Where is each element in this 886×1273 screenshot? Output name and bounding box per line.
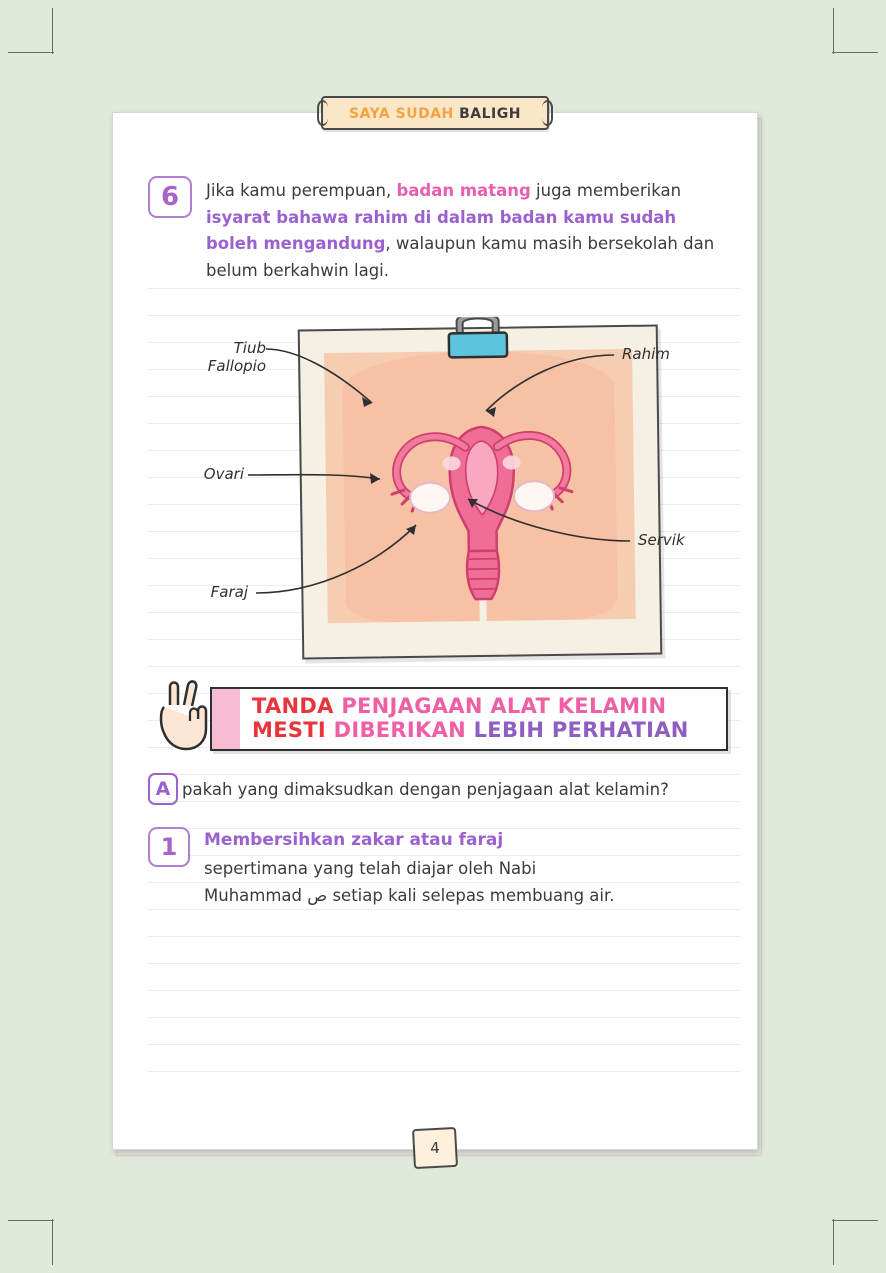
label-tiub: Tiub [233,338,266,357]
answer-line2: Muhammad ص setiap kali selepas membuang air. [204,886,615,906]
label-rahim [622,345,670,363]
label-ovari [148,465,244,483]
binder-clip-icon [441,316,516,365]
label-servik [638,531,685,549]
header-title-part2: BALIGH [459,106,521,122]
banner-box [210,687,728,751]
crop-mark-top-left-h [8,52,54,53]
item6-text-1: Jika kamu perempuan, [206,181,397,200]
answer-title: Membersihkan zakar atau faraj [204,829,504,850]
banner-line2-part3: LEBIH PERHATIAN [473,717,689,742]
crop-mark-bottom-right-h [832,1220,878,1221]
peace-hand-icon [154,671,216,755]
label-tiub-fallopio [148,339,266,375]
question-text: pakah yang dimaksudkan dengan penjagaan alat kelamin? [182,779,669,799]
answer-item-1 [148,825,732,910]
photo-image [324,349,636,623]
answer-text [204,825,615,910]
label-rahim-text: Rahim [622,344,670,363]
item6-highlight-2: isyarat bahawa rahim di dalam badan kamu sudah boleh mengandung [206,207,677,254]
banner-line1-part2: PENJAGAAN ALAT KELAMIN [341,694,667,719]
crop-mark-bottom-right [833,1219,834,1265]
item-6-text [206,174,732,285]
question-block [148,773,732,805]
item6-highlight-1: badan matang [396,181,531,200]
page-number-badge [412,1127,458,1169]
page-number: 4 [429,1138,441,1158]
label-ovari-text: Ovari [203,464,244,483]
crop-mark-top-right [833,8,834,54]
uterus-illustration [324,353,636,623]
question-badge: A [148,773,178,805]
item6-text-3: , walaupun kamu masih bersekolah dan belum berkahwin lagi. [206,234,715,281]
label-servik-text: Servik [638,530,685,549]
section-banner [148,681,732,757]
crop-mark-top-right-h [832,52,878,53]
banner-color-swatch [212,689,240,749]
anatomy-diagram [148,303,732,671]
banner-line1-part1: TANDA [252,694,342,719]
label-faraj [148,583,248,601]
item6-text-2: juga memberikan [530,181,682,200]
crop-mark-top-left [52,8,53,54]
banner-line2-part2: DIBERIKAN [333,717,474,742]
label-fallopio: Fallopio [207,356,266,375]
answer-line1: sepertimana yang telah diajar oleh Nabi [204,859,537,879]
photo-card [298,324,663,659]
label-faraj-text: Faraj [210,582,248,601]
answer-number-badge: 1 [148,827,190,867]
item-number-badge: 6 [148,176,192,218]
page-header-tab [321,96,549,130]
crop-mark-bottom-left-h [8,1220,54,1221]
crop-mark-bottom-left [52,1219,53,1265]
list-item-6 [148,174,732,285]
banner-text [240,695,689,742]
book-page [112,106,758,1158]
banner-line2-part1: MESTI [252,717,334,742]
page-content [148,174,732,910]
header-title-part1: SAYA SUDAH [349,106,460,122]
